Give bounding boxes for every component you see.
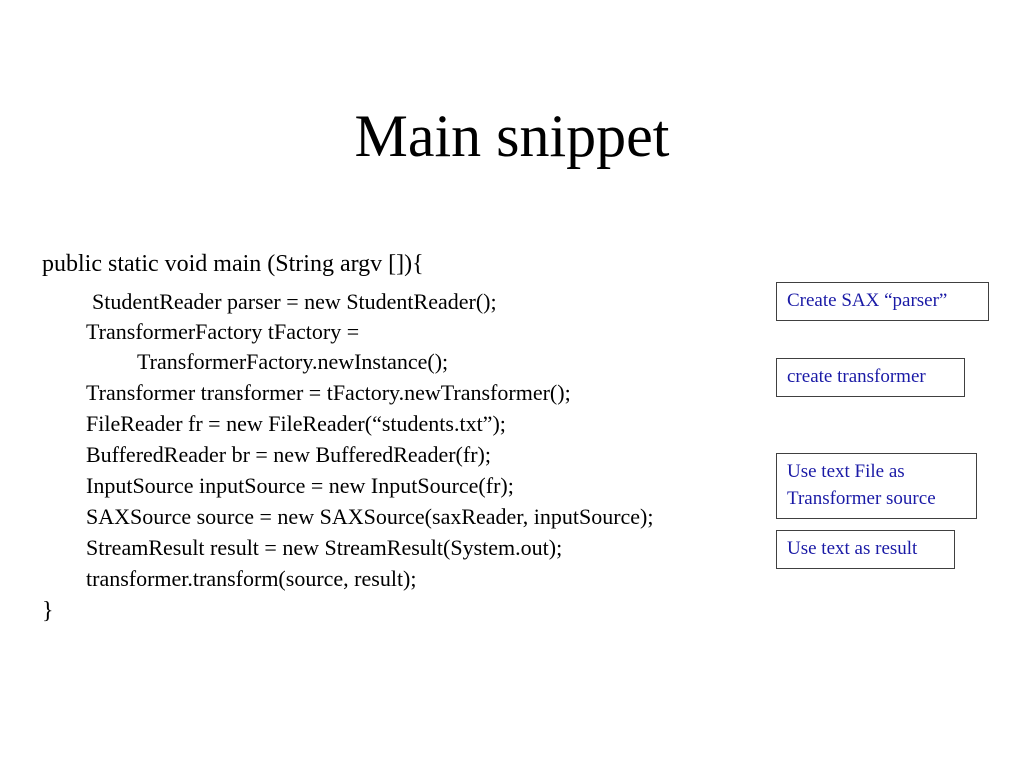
code-line-buffered-reader: BufferedReader br = new BufferedReader(fr); xyxy=(86,442,491,467)
annotation-text-line-2: Transformer source xyxy=(787,488,936,509)
code-line-input-source: InputSource inputSource = new InputSource(fr); xyxy=(86,473,514,498)
code-line-method-signature: public static void main (String argv []){ xyxy=(42,251,424,277)
annotation-transformer-source xyxy=(776,453,977,519)
code-line-transformer-factory: TransformerFactory tFactory = xyxy=(86,319,360,344)
annotation-text: Create SAX “parser” xyxy=(787,290,948,311)
code-line-new-instance: TransformerFactory.newInstance(); xyxy=(137,349,449,374)
code-line-sax-source: SAXSource source = new SAXSource(saxReader, inputSource); xyxy=(86,504,654,529)
annotation-text-line-1: Use text File as xyxy=(787,461,905,482)
code-line-closing-brace: } xyxy=(42,598,54,624)
code-line-stream-result: StreamResult result = new StreamResult(System.out); xyxy=(86,535,563,560)
annotation-text: Use text as result xyxy=(787,538,918,559)
code-line-transformer: Transformer transformer = tFactory.newTransformer(); xyxy=(86,380,571,405)
code-line-file-reader: FileReader fr = new FileReader(“students.txt”); xyxy=(86,411,506,436)
code-line-student-reader: StudentReader parser = new StudentReader(); xyxy=(92,289,497,314)
annotation-text-result xyxy=(776,530,955,569)
slide-title: Main snippet xyxy=(354,103,670,169)
annotation-create-transformer xyxy=(776,358,965,397)
code-line-transform-call: transformer.transform(source, result); xyxy=(86,566,417,591)
annotation-text: create transformer xyxy=(787,366,926,387)
annotation-create-parser xyxy=(776,282,989,321)
